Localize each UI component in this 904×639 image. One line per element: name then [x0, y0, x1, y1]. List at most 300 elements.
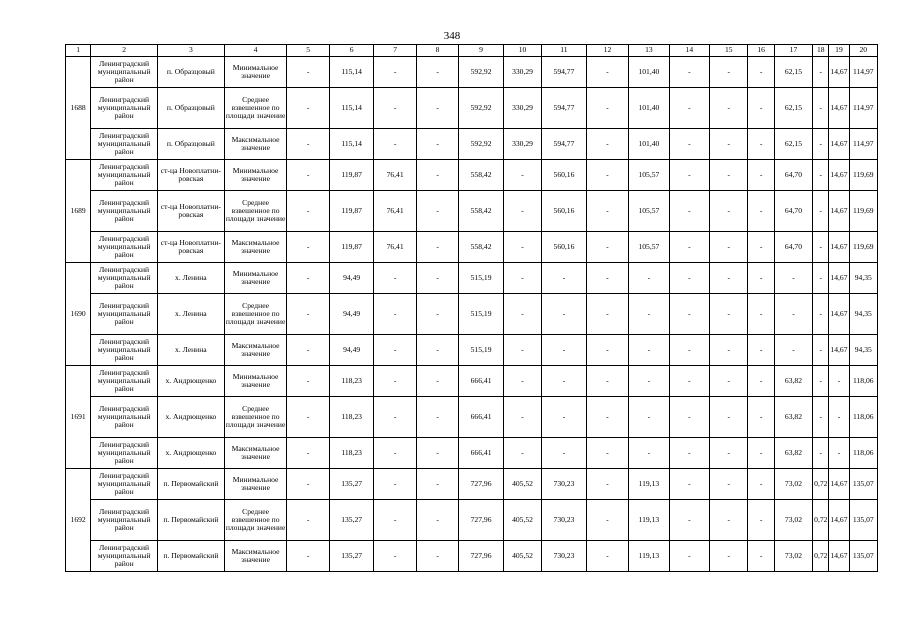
cell-c19: 14,67 [829, 500, 849, 541]
cell-c15: - [710, 88, 748, 129]
cell-c11: 730,23 [542, 500, 586, 541]
cell-c14: - [669, 438, 709, 469]
cell-c18: - [813, 366, 829, 397]
cell-c19: 14,67 [829, 57, 849, 88]
cell-c12: - [586, 129, 628, 160]
cell-district: Ленинградский муниципальный район [91, 263, 158, 294]
cell-c7: - [374, 88, 416, 129]
cell-c12: - [586, 438, 628, 469]
cell-c11: - [542, 397, 586, 438]
table-row [66, 129, 878, 160]
cell-c19: 14,67 [829, 541, 849, 572]
cell-c6: 119,87 [329, 232, 373, 263]
cell-c16: - [748, 541, 774, 572]
cell-c18: - [813, 160, 829, 191]
cell-c13: - [629, 263, 669, 294]
cell-district: Ленинградский муниципальный район [91, 160, 158, 191]
cell-c12: - [586, 57, 628, 88]
cell-c9: 558,42 [459, 232, 503, 263]
cell-c15: - [710, 57, 748, 88]
cell-c11: 730,23 [542, 469, 586, 500]
cell-c7: - [374, 397, 416, 438]
cell-c11: 560,16 [542, 160, 586, 191]
cell-c9: 592,92 [459, 88, 503, 129]
header-cell: 6 [329, 45, 373, 57]
cell-c11: 594,77 [542, 88, 586, 129]
cell-c17: 63,82 [774, 397, 812, 438]
header-row [66, 45, 878, 57]
cell-c20: 118,06 [849, 397, 877, 438]
cell-c16: - [748, 500, 774, 541]
cell-c14: - [669, 366, 709, 397]
table-row [66, 232, 878, 263]
cell-settlement: ст-ца Новоплатни-ровская [158, 191, 225, 232]
cell-c10: - [503, 263, 541, 294]
row-number-cell: 1688 [66, 57, 91, 160]
cell-c16: - [748, 397, 774, 438]
cell-district: Ленинградский муниципальный район [91, 541, 158, 572]
header-cell: 16 [748, 45, 774, 57]
cell-type: Максимальное значение [224, 129, 287, 160]
table-row [66, 191, 878, 232]
cell-c18: 0,72 [813, 500, 829, 541]
cell-c6: 94,49 [329, 335, 373, 366]
cell-c11: 594,77 [542, 129, 586, 160]
cell-c20: 94,35 [849, 335, 877, 366]
cell-type: Максимальное значение [224, 335, 287, 366]
cell-c5: - [287, 541, 329, 572]
cell-c19: 14,67 [829, 88, 849, 129]
cell-c16: - [748, 88, 774, 129]
cell-c5: - [287, 366, 329, 397]
cell-type: Максимальное значение [224, 438, 287, 469]
cell-c12: - [586, 88, 628, 129]
cell-c9: 592,92 [459, 57, 503, 88]
cell-c5: - [287, 397, 329, 438]
cell-c20: 114,97 [849, 129, 877, 160]
cell-c18: - [813, 263, 829, 294]
cell-c14: - [669, 469, 709, 500]
cell-type: Среднее взвешенное по площади значение [224, 397, 287, 438]
header-cell: 2 [91, 45, 158, 57]
cell-c8: - [416, 57, 458, 88]
cell-c18: - [813, 438, 829, 469]
cell-district: Ленинградский муниципальный район [91, 335, 158, 366]
cell-c12: - [586, 541, 628, 572]
cell-c14: - [669, 335, 709, 366]
cell-c20: 94,35 [849, 263, 877, 294]
cell-district: Ленинградский муниципальный район [91, 500, 158, 541]
cell-c18: - [813, 57, 829, 88]
cell-c17: 63,82 [774, 366, 812, 397]
cell-c15: - [710, 500, 748, 541]
cell-c7: - [374, 469, 416, 500]
cell-c16: - [748, 335, 774, 366]
cell-c13: 101,40 [629, 129, 669, 160]
cell-c17: 73,02 [774, 469, 812, 500]
cell-c12: - [586, 500, 628, 541]
cell-c6: 118,23 [329, 366, 373, 397]
cell-c6: 94,49 [329, 263, 373, 294]
cell-c8: - [416, 500, 458, 541]
cell-c11: - [542, 263, 586, 294]
cell-c15: - [710, 232, 748, 263]
cadastral-value-table [65, 44, 878, 572]
cell-settlement: п. Образцовый [158, 129, 225, 160]
cell-c12: - [586, 294, 628, 335]
header-cell: 15 [710, 45, 748, 57]
cell-c13: 119,13 [629, 469, 669, 500]
cell-c17: 73,02 [774, 541, 812, 572]
table-row [66, 263, 878, 294]
cell-c6: 135,27 [329, 500, 373, 541]
cell-c15: - [710, 397, 748, 438]
cell-c19: - [829, 438, 849, 469]
cell-c11: 730,23 [542, 541, 586, 572]
cell-c10: 405,52 [503, 469, 541, 500]
cell-c7: 76,41 [374, 191, 416, 232]
cell-c20: 118,06 [849, 438, 877, 469]
cell-c13: - [629, 397, 669, 438]
cell-settlement: х. Ленина [158, 335, 225, 366]
cell-c14: - [669, 232, 709, 263]
cell-c12: - [586, 366, 628, 397]
cell-c13: 105,57 [629, 191, 669, 232]
cell-c7: - [374, 129, 416, 160]
cell-c6: 94,49 [329, 294, 373, 335]
cell-c5: - [287, 191, 329, 232]
cell-c10: - [503, 191, 541, 232]
cell-c5: - [287, 160, 329, 191]
cell-type: Среднее взвешенное по площади значение [224, 88, 287, 129]
cell-c18: - [813, 191, 829, 232]
cell-c13: - [629, 366, 669, 397]
cell-c17: 62,15 [774, 129, 812, 160]
header-cell: 19 [829, 45, 849, 57]
cell-c11: 560,16 [542, 232, 586, 263]
cell-c11: - [542, 294, 586, 335]
cell-c8: - [416, 335, 458, 366]
cell-c19: 14,67 [829, 263, 849, 294]
cell-c15: - [710, 160, 748, 191]
cell-c15: - [710, 438, 748, 469]
cell-c5: - [287, 469, 329, 500]
cell-c14: - [669, 397, 709, 438]
header-cell: 13 [629, 45, 669, 57]
cell-c6: 115,14 [329, 129, 373, 160]
cell-c19: 14,67 [829, 191, 849, 232]
cell-c7: - [374, 57, 416, 88]
cell-type: Среднее взвешенное по площади значение [224, 500, 287, 541]
cell-c5: - [287, 263, 329, 294]
cell-type: Минимальное значение [224, 160, 287, 191]
cell-c5: - [287, 232, 329, 263]
cell-c16: - [748, 263, 774, 294]
cell-settlement: ст-ца Новоплатни-ровская [158, 160, 225, 191]
cell-c12: - [586, 191, 628, 232]
cell-c19: 14,67 [829, 160, 849, 191]
header-cell: 14 [669, 45, 709, 57]
cell-c7: 76,41 [374, 160, 416, 191]
cell-c18: 0,72 [813, 469, 829, 500]
cell-c19: - [829, 397, 849, 438]
table-row [66, 88, 878, 129]
cell-c8: - [416, 397, 458, 438]
cell-district: Ленинградский муниципальный район [91, 232, 158, 263]
cell-c16: - [748, 366, 774, 397]
cell-c20: 119,69 [849, 191, 877, 232]
header-cell: 10 [503, 45, 541, 57]
cell-c10: 330,29 [503, 129, 541, 160]
cell-c10: 330,29 [503, 57, 541, 88]
cell-c10: - [503, 438, 541, 469]
table-row [66, 294, 878, 335]
cell-c16: - [748, 191, 774, 232]
cell-c10: 405,52 [503, 500, 541, 541]
cell-c18: - [813, 335, 829, 366]
cell-c14: - [669, 294, 709, 335]
cell-c16: - [748, 469, 774, 500]
cell-c6: 118,23 [329, 438, 373, 469]
cell-c5: - [287, 294, 329, 335]
cell-c8: - [416, 541, 458, 572]
cell-c7: - [374, 541, 416, 572]
cell-c20: 135,07 [849, 541, 877, 572]
header-cell: 4 [224, 45, 287, 57]
cell-type: Максимальное значение [224, 232, 287, 263]
cell-c12: - [586, 469, 628, 500]
header-cell: 20 [849, 45, 877, 57]
cell-c17: 62,15 [774, 88, 812, 129]
cell-c8: - [416, 294, 458, 335]
cell-c9: 727,96 [459, 500, 503, 541]
cell-c10: - [503, 397, 541, 438]
cell-c18: - [813, 294, 829, 335]
cell-settlement: х. Ленина [158, 263, 225, 294]
cell-c14: - [669, 541, 709, 572]
cell-c19: 14,67 [829, 469, 849, 500]
cell-c13: 101,40 [629, 88, 669, 129]
cell-type: Среднее взвешенное по площади значение [224, 294, 287, 335]
cell-district: Ленинградский муниципальный район [91, 294, 158, 335]
table-row [66, 366, 878, 397]
cell-c7: - [374, 335, 416, 366]
cell-c8: - [416, 438, 458, 469]
cell-c11: - [542, 438, 586, 469]
cell-c20: 135,07 [849, 500, 877, 541]
table-row [66, 469, 878, 500]
header-cell: 5 [287, 45, 329, 57]
cell-c6: 118,23 [329, 397, 373, 438]
cell-type: Минимальное значение [224, 366, 287, 397]
cell-c14: - [669, 57, 709, 88]
cell-c17: - [774, 294, 812, 335]
cell-c5: - [287, 500, 329, 541]
cell-c13: 105,57 [629, 160, 669, 191]
cell-c15: - [710, 469, 748, 500]
cell-c9: 515,19 [459, 263, 503, 294]
cell-c19: 14,67 [829, 129, 849, 160]
cell-c20: 135,07 [849, 469, 877, 500]
cell-district: Ленинградский муниципальный район [91, 469, 158, 500]
cell-district: Ленинградский муниципальный район [91, 129, 158, 160]
cell-c10: - [503, 366, 541, 397]
header-cell: 1 [66, 45, 91, 57]
cell-c15: - [710, 294, 748, 335]
header-cell: 7 [374, 45, 416, 57]
cell-c8: - [416, 160, 458, 191]
cell-c9: 727,96 [459, 469, 503, 500]
cell-c18: - [813, 397, 829, 438]
cell-type: Среднее взвешенное по площади значение [224, 191, 287, 232]
cell-c11: - [542, 366, 586, 397]
cell-c12: - [586, 335, 628, 366]
cell-c19: 14,67 [829, 294, 849, 335]
cell-c15: - [710, 366, 748, 397]
cell-c6: 119,87 [329, 160, 373, 191]
cell-settlement: ст-ца Новоплатни-ровская [158, 232, 225, 263]
cell-c6: 115,14 [329, 57, 373, 88]
table-row [66, 160, 878, 191]
page-number: 348 [443, 30, 461, 42]
cell-c9: 515,19 [459, 294, 503, 335]
cell-c15: - [710, 129, 748, 160]
cell-c6: 135,27 [329, 469, 373, 500]
cell-c10: - [503, 294, 541, 335]
cell-c17: 62,15 [774, 57, 812, 88]
cell-c8: - [416, 191, 458, 232]
cell-c7: - [374, 263, 416, 294]
cell-c14: - [669, 191, 709, 232]
cell-c10: 405,52 [503, 541, 541, 572]
cell-c13: 119,13 [629, 541, 669, 572]
cell-c14: - [669, 129, 709, 160]
cell-c7: 76,41 [374, 232, 416, 263]
cell-settlement: п. Первомайский [158, 469, 225, 500]
cell-district: Ленинградский муниципальный район [91, 366, 158, 397]
cell-c9: 666,41 [459, 438, 503, 469]
cell-c13: 119,13 [629, 500, 669, 541]
cell-c20: 119,69 [849, 232, 877, 263]
cell-c20: 114,97 [849, 57, 877, 88]
header-cell: 8 [416, 45, 458, 57]
cell-c8: - [416, 129, 458, 160]
cell-c20: 94,35 [849, 294, 877, 335]
cell-c18: - [813, 232, 829, 263]
cell-settlement: х. Ленина [158, 294, 225, 335]
cell-c19: - [829, 366, 849, 397]
cell-c14: - [669, 263, 709, 294]
cell-type: Минимальное значение [224, 469, 287, 500]
table-row [66, 397, 878, 438]
cell-c11: 560,16 [542, 191, 586, 232]
cell-c17: 64,70 [774, 160, 812, 191]
row-number-cell: 1691 [66, 366, 91, 469]
cell-c7: - [374, 366, 416, 397]
cell-c20: 114,97 [849, 88, 877, 129]
cell-c19: 14,67 [829, 335, 849, 366]
cell-c8: - [416, 232, 458, 263]
row-number-cell: 1692 [66, 469, 91, 572]
cell-district: Ленинградский муниципальный район [91, 397, 158, 438]
cell-c12: - [586, 263, 628, 294]
cell-c14: - [669, 500, 709, 541]
cell-type: Максимальное значение [224, 541, 287, 572]
cell-c15: - [710, 191, 748, 232]
cell-district: Ленинградский муниципальный район [91, 438, 158, 469]
header-cell: 3 [158, 45, 225, 57]
cell-c6: 119,87 [329, 191, 373, 232]
cell-c12: - [586, 232, 628, 263]
cell-c9: 558,42 [459, 160, 503, 191]
cell-c16: - [748, 294, 774, 335]
cell-c10: - [503, 160, 541, 191]
cell-settlement: п. Образцовый [158, 88, 225, 129]
cell-settlement: п. Первомайский [158, 541, 225, 572]
table-body [66, 45, 878, 572]
cell-c16: - [748, 57, 774, 88]
cell-c10: - [503, 335, 541, 366]
cell-c7: - [374, 438, 416, 469]
cell-type: Минимальное значение [224, 263, 287, 294]
cell-settlement: п. Образцовый [158, 57, 225, 88]
cell-c5: - [287, 129, 329, 160]
cell-c15: - [710, 335, 748, 366]
cell-c8: - [416, 469, 458, 500]
cell-c20: 118,06 [849, 366, 877, 397]
cell-c15: - [710, 263, 748, 294]
table-row [66, 541, 878, 572]
cell-c13: 101,40 [629, 57, 669, 88]
cell-c9: 515,19 [459, 335, 503, 366]
header-cell: 18 [813, 45, 829, 57]
cell-c17: - [774, 335, 812, 366]
cell-c17: 64,70 [774, 191, 812, 232]
cell-c17: 73,02 [774, 500, 812, 541]
cell-c11: 594,77 [542, 57, 586, 88]
cell-c9: 558,42 [459, 191, 503, 232]
cell-c7: - [374, 294, 416, 335]
cell-c8: - [416, 263, 458, 294]
cell-c19: 14,67 [829, 232, 849, 263]
cell-c6: 135,27 [329, 541, 373, 572]
cell-c7: - [374, 500, 416, 541]
cell-c12: - [586, 160, 628, 191]
cell-c18: 0,72 [813, 541, 829, 572]
cell-c9: 666,41 [459, 397, 503, 438]
cell-c10: 330,29 [503, 88, 541, 129]
cell-c14: - [669, 88, 709, 129]
cell-c5: - [287, 88, 329, 129]
row-number-cell: 1690 [66, 263, 91, 366]
row-number-cell: 1689 [66, 160, 91, 263]
cell-settlement: х. Андрющенко [158, 397, 225, 438]
cell-settlement: х. Андрющенко [158, 438, 225, 469]
cell-c12: - [586, 397, 628, 438]
cell-c8: - [416, 88, 458, 129]
cell-settlement: п. Первомайский [158, 500, 225, 541]
cell-district: Ленинградский муниципальный район [91, 57, 158, 88]
cell-district: Ленинградский муниципальный район [91, 88, 158, 129]
cell-c18: - [813, 88, 829, 129]
header-cell: 17 [774, 45, 812, 57]
cell-c9: 666,41 [459, 366, 503, 397]
cell-district: Ленинградский муниципальный район [91, 191, 158, 232]
cell-c16: - [748, 438, 774, 469]
cell-c16: - [748, 160, 774, 191]
header-cell: 12 [586, 45, 628, 57]
cell-c5: - [287, 335, 329, 366]
